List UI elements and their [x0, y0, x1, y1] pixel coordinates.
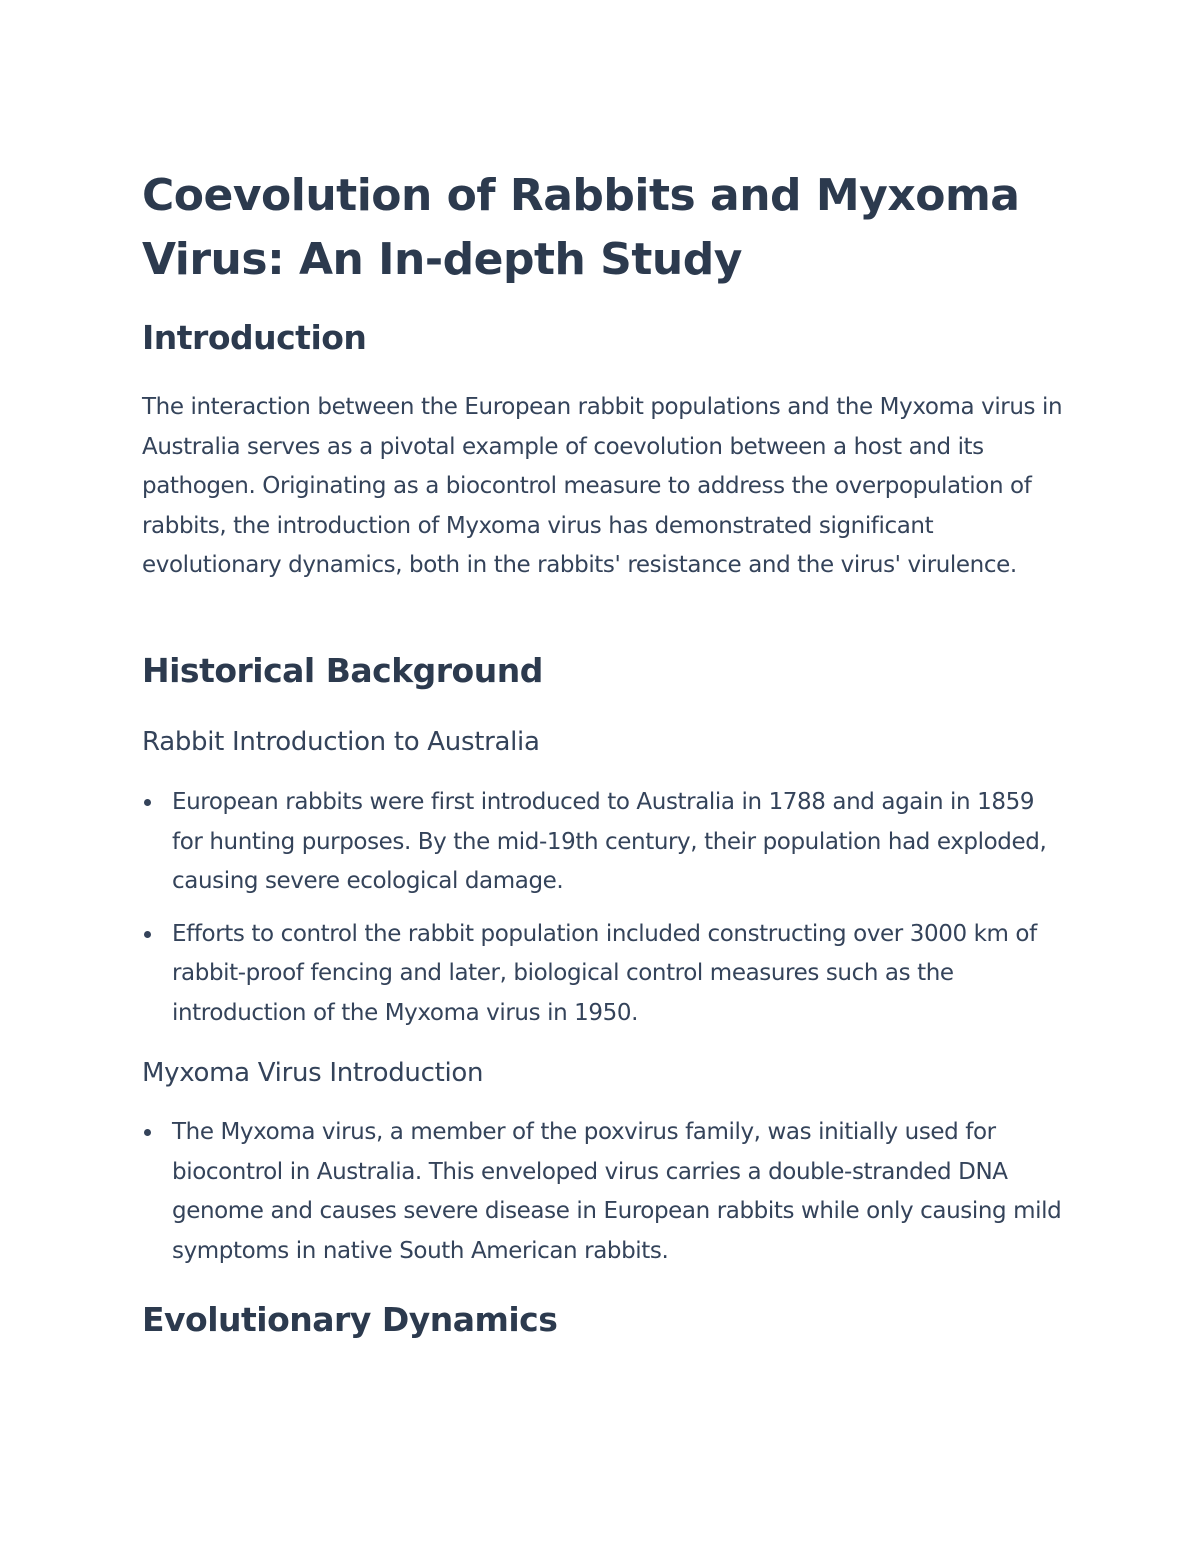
- introduction-heading: Introduction: [142, 318, 367, 357]
- list-item-text: The Myxoma virus, a member of the poxvirus family, was initially used for biocontrol in Australia. This enveloped virus carries a double-stranded DNA genome and causes severe disease in European rabbits while only causing mild symptoms in native South American rabbits.: [172, 1119, 1062, 1264]
- list-item: [142, 1113, 1067, 1271]
- myxoma-introduction-heading: Myxoma Virus Introduction: [142, 1058, 484, 1088]
- bullet-icon: [144, 799, 151, 806]
- list-item: [142, 915, 1067, 1034]
- list-item-text: European rabbits were first introduced to Australia in 1788 and again in 1859 for hunting purposes. By the mid-19th century, their population had exploded, causing severe ecological damage.: [172, 789, 1047, 895]
- document-title: Coevolution of Rabbits and Myxoma Virus: An In-depth Study: [142, 170, 1020, 285]
- rabbit-introduction-heading: Rabbit Introduction to Australia: [142, 727, 540, 757]
- bullet-icon: [144, 1129, 151, 1136]
- historical-background-heading: Historical Background: [142, 651, 543, 690]
- list-item-text: Efforts to control the rabbit population included constructing over 3000 km of rabbit-proof fencing and later, biological control measures such as the introduction of the Myxoma virus in 1950.: [172, 920, 1037, 1026]
- introduction-paragraph: The interaction between the European rabbit populations and the Myxoma virus in Australia serves as a pivotal example of coevolution between a host and its pathogen. Originating as a biocontrol measure to address the overpopulation of rabbits, the introduction of Myxoma virus has demonstrated significant evolutionary dynamics, both in the rabbits' resistance and the virus' virulence.: [142, 394, 1063, 579]
- evolutionary-dynamics-heading: Evolutionary Dynamics: [142, 1300, 558, 1339]
- rabbit-introduction-list: [142, 783, 1067, 1047]
- bullet-icon: [144, 931, 151, 938]
- myxoma-introduction-list: [142, 1113, 1067, 1284]
- list-item: [142, 783, 1067, 902]
